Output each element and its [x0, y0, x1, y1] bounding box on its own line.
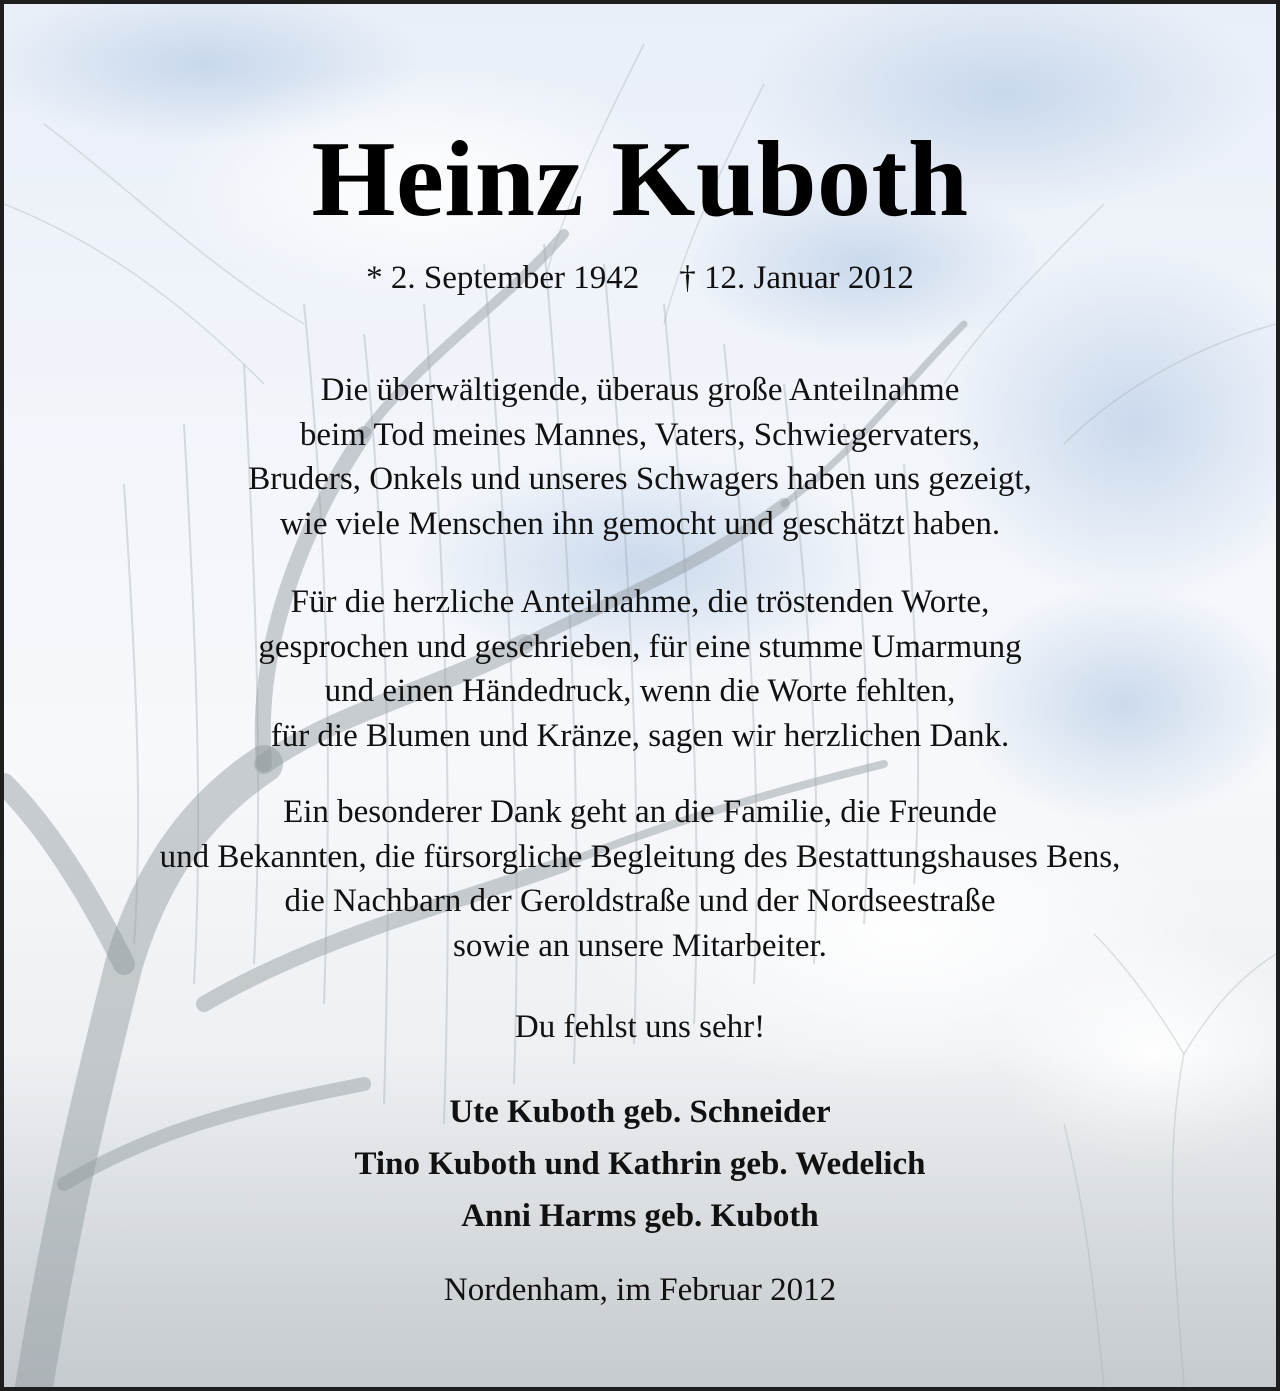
deceased-name: Heinz Kuboth: [311, 120, 969, 239]
birth-date: * 2. September 1942: [366, 260, 640, 296]
life-dates: [4, 256, 1276, 300]
mourner-name: Ute Kuboth geb. Schneider: [449, 1094, 831, 1130]
closing-line: Du fehlst uns sehr!: [514, 1009, 766, 1045]
paragraph-line: wie viele Menschen ihn gemocht und geschätzt haben.: [279, 505, 1001, 542]
mourner-name: Anni Harms geb. Kuboth: [461, 1198, 819, 1234]
paragraph-line: Für die herzliche Anteilnahme, die tröstenden Worte,: [290, 584, 990, 620]
paragraph-line: für die Blumen und Kränze, sagen wir herzlichen Dank.: [270, 717, 1010, 754]
death-date: † 12. Januar 2012: [679, 260, 914, 296]
paragraph-line: und Bekannten, die fürsorgliche Begleitung des Bestattungshauses Bens,: [159, 838, 1121, 875]
paragraph-line: und einen Händedruck, wenn die Worte fehlten,: [324, 673, 956, 709]
mourners-list: [4, 1086, 1276, 1242]
paragraph-line: die Nachbarn der Geroldstraße und der Nordseestraße: [284, 883, 996, 919]
thanks-paragraph-1: [4, 368, 1276, 546]
paragraph-line: sowie an unsere Mitarbeiter.: [453, 927, 827, 964]
mourner-name: Tino Kuboth und Kathrin geb. Wedelich: [354, 1146, 926, 1182]
paragraph-line: Bruders, Onkels und unseres Schwagers haben uns gezeigt,: [248, 461, 1032, 497]
paragraph-line: gesprochen und geschrieben, für eine stumme Umarmung: [258, 628, 1022, 665]
place-and-date: Nordenham, im Februar 2012: [443, 1272, 837, 1308]
paragraph-line: Die überwältigende, überaus große Anteilnahme: [320, 372, 960, 408]
paragraph-line: Ein besonderer Dank geht an die Familie, die Freunde: [283, 794, 997, 830]
thanks-paragraph-2: [4, 580, 1276, 758]
paragraph-line: beim Tod meines Mannes, Vaters, Schwiegervaters,: [299, 416, 981, 453]
notice-content: [4, 4, 1276, 1387]
thanks-paragraph-3: [4, 790, 1276, 968]
